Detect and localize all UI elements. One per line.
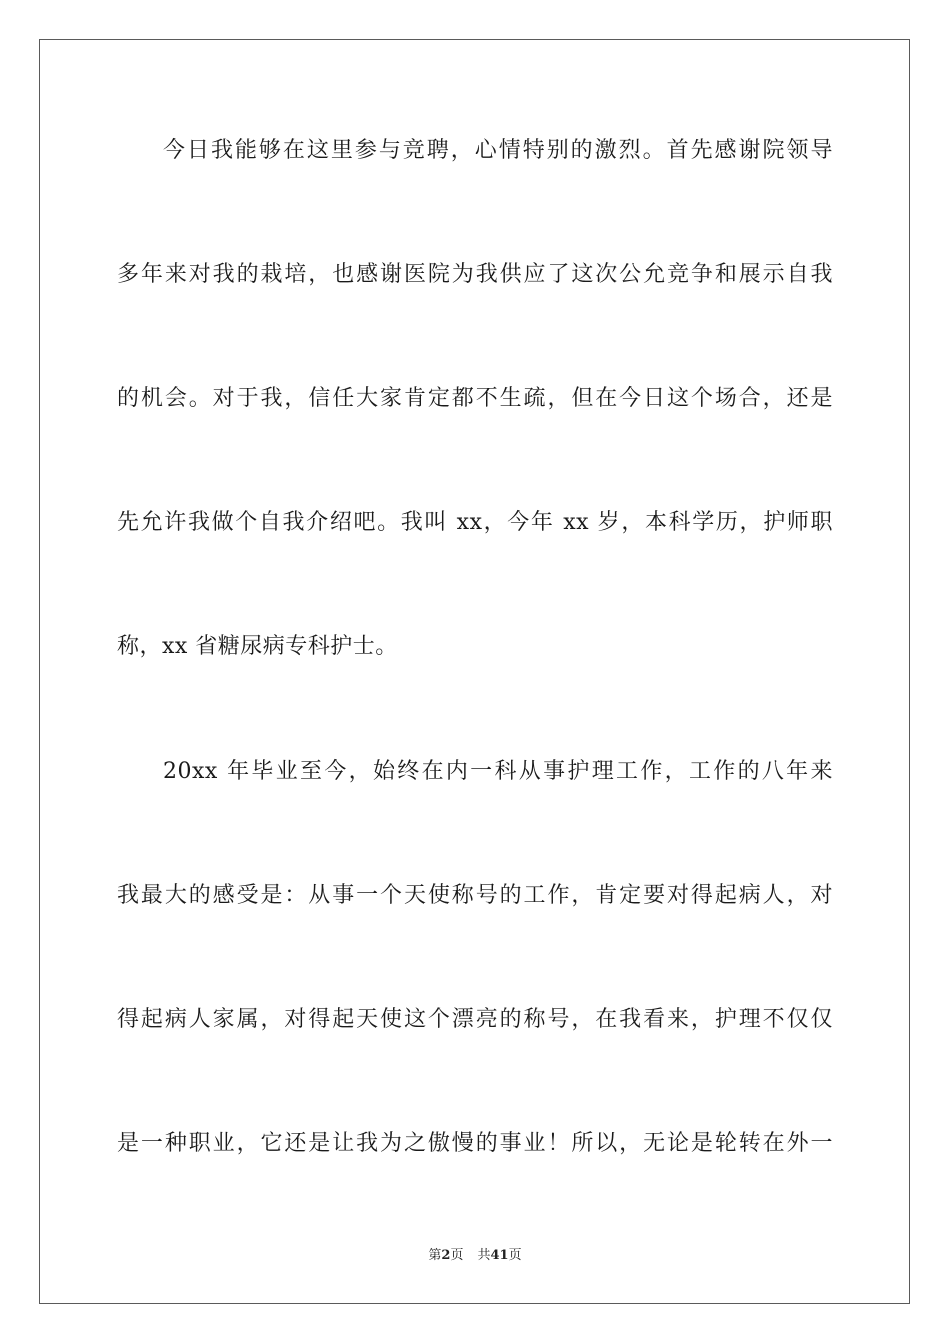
page-number-current: 2	[441, 1248, 451, 1263]
paragraph-2-line-3: 得起病人家属，对得起天使这个漂亮的称号，在我看来，护理不仅仅	[117, 1007, 833, 1032]
paragraph-1-line-4: 先允许我做个自我介绍吧。我叫 xx，今年 xx 岁，本科学历，护师职	[117, 510, 833, 535]
paragraph-2-line-2: 我最大的感受是：从事一个天使称号的工作，肯定要对得起病人，对	[117, 883, 833, 908]
paragraph-1-line-1: 今日我能够在这里参与竞聘，心情特别的激烈。首先感谢院领导	[163, 138, 833, 163]
paragraph-1-line-2: 多年来对我的栽培，也感谢医院为我供应了这次公允竞争和展示自我	[117, 262, 833, 287]
page-footer	[0, 1247, 950, 1265]
page-number-suffix: 页	[450, 1248, 464, 1263]
paragraph-2-line-1: 20xx 年毕业至今，始终在内一科从事护理工作，工作的八年来	[163, 759, 833, 784]
paragraph-1-line-5: 称，xx 省糖尿病专科护士。	[117, 634, 398, 659]
paragraph-1-line-3: 的机会。对于我，信任大家肯定都不生疏，但在今日这个场合，还是	[117, 386, 833, 411]
paragraph-2-line-4: 是一种职业，它还是让我为之傲慢的事业！所以，无论是轮转在外一	[117, 1131, 833, 1156]
page-frame	[39, 39, 910, 1304]
page-total-prefix: 共	[477, 1248, 491, 1263]
page-total-count: 41	[490, 1248, 509, 1263]
page-total-suffix: 页	[508, 1248, 522, 1263]
page-number-prefix: 第	[428, 1248, 442, 1263]
